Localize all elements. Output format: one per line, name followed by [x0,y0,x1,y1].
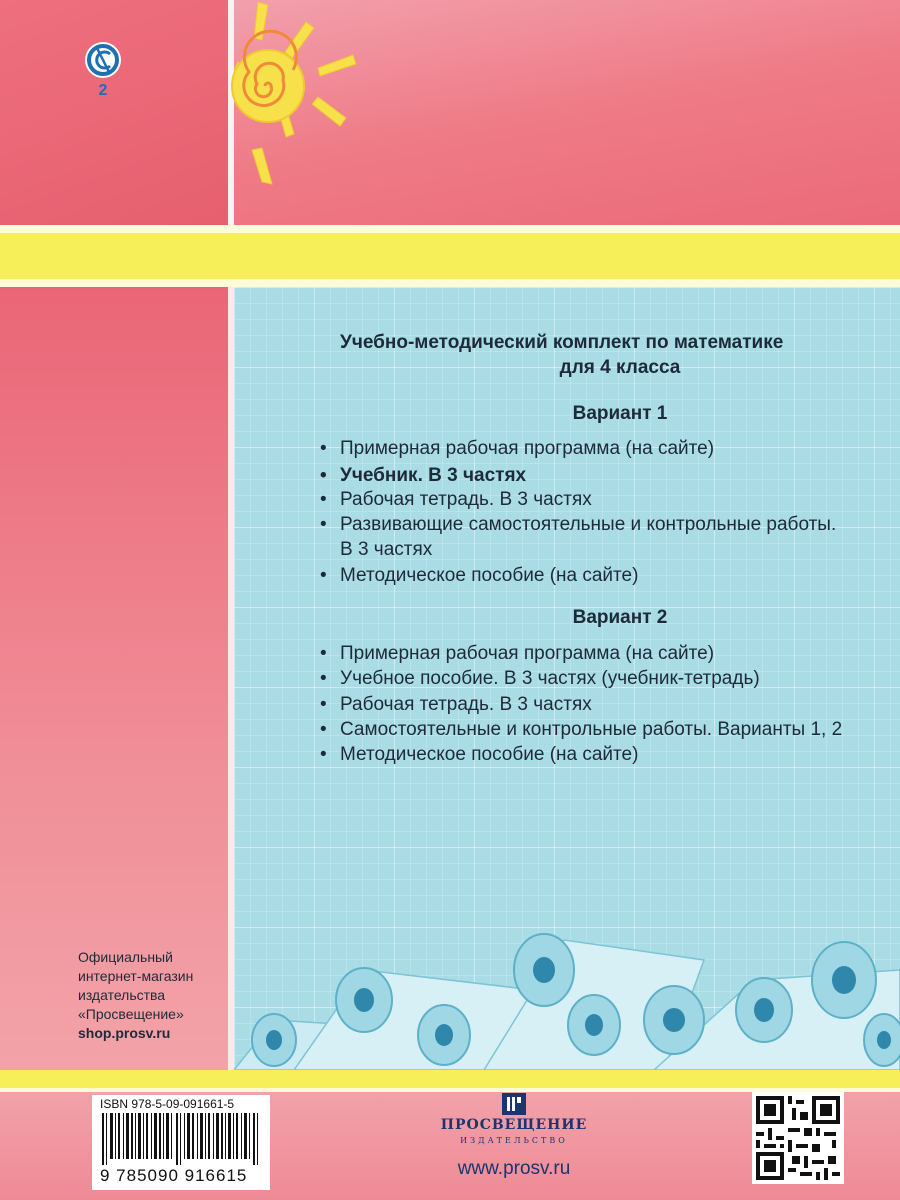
shop-url: shop.prosv.ru [78,1025,171,1041]
qr-code-icon[interactable] [752,1092,844,1184]
shop-line: «Просвещение» [78,1006,184,1022]
page-subtitle: для 4 класса [559,357,681,378]
list-item: Методическое пособие (на сайте) [340,565,639,586]
bullet: • [320,465,327,486]
qr-pattern [752,1092,844,1184]
publisher-name: ПРОСВЕЩЕНИЕ [440,1117,588,1133]
bullet: • [320,668,327,689]
bullet: • [320,565,327,586]
page-title: Учебно-методический комплект по математике [340,332,784,353]
bullet: • [320,719,327,740]
shop-line: издательства [78,987,166,1003]
variant1-heading: Вариант 1 [572,403,668,424]
list-item: Рабочая тетрадь. В 3 частях [340,694,592,715]
isbn-digits: 9 785090 916615 [100,1166,248,1185]
bullet: • [320,744,327,765]
yellow-band-bottom [0,1070,900,1092]
list-item: Самостоятельные и контрольные работы. Варианты 1, 2 [340,719,843,740]
list-item: Учебник. В 3 частях [340,465,527,486]
barcode-icon [102,1113,260,1165]
series-logo-icon [80,36,126,98]
variant2-heading: Вариант 2 [572,607,668,628]
publisher-logo-icon [502,1093,526,1115]
svg-text:2: 2 [98,82,108,98]
publisher-website[interactable]: www.prosv.ru [457,1158,571,1179]
list-item: Методическое пособие (на сайте) [340,744,639,765]
yellow-band [0,225,900,287]
bullet: • [320,694,327,715]
bullet: • [320,514,327,535]
list-item: Примерная рабочая программа (на сайте) [340,438,715,459]
list-item-continuation: В 3 частях [340,539,433,560]
list-item: Примерная рабочая программа (на сайте) [340,643,715,664]
paper-rolls-illustration [234,930,900,1070]
bullet: • [320,438,327,459]
sun-icon [228,0,368,195]
list-item: Развивающие самостоятельные и контрольные работы. [340,514,837,535]
shop-text [78,948,193,1043]
shop-line: Официальный [78,949,173,965]
list-item: Учебное пособие. В 3 частях (учебник-тетрадь) [340,668,760,689]
isbn-label: ISBN 978-5-09-091661-5 [100,1097,235,1111]
publisher-subtitle: ИЗДАТЕЛЬСТВО [460,1136,568,1145]
shop-line: интернет-магазин [78,968,194,984]
top-left-panel [0,0,228,225]
list-item: Рабочая тетрадь. В 3 частях [340,489,592,510]
bullet: • [320,643,327,664]
bullet: • [320,489,327,510]
